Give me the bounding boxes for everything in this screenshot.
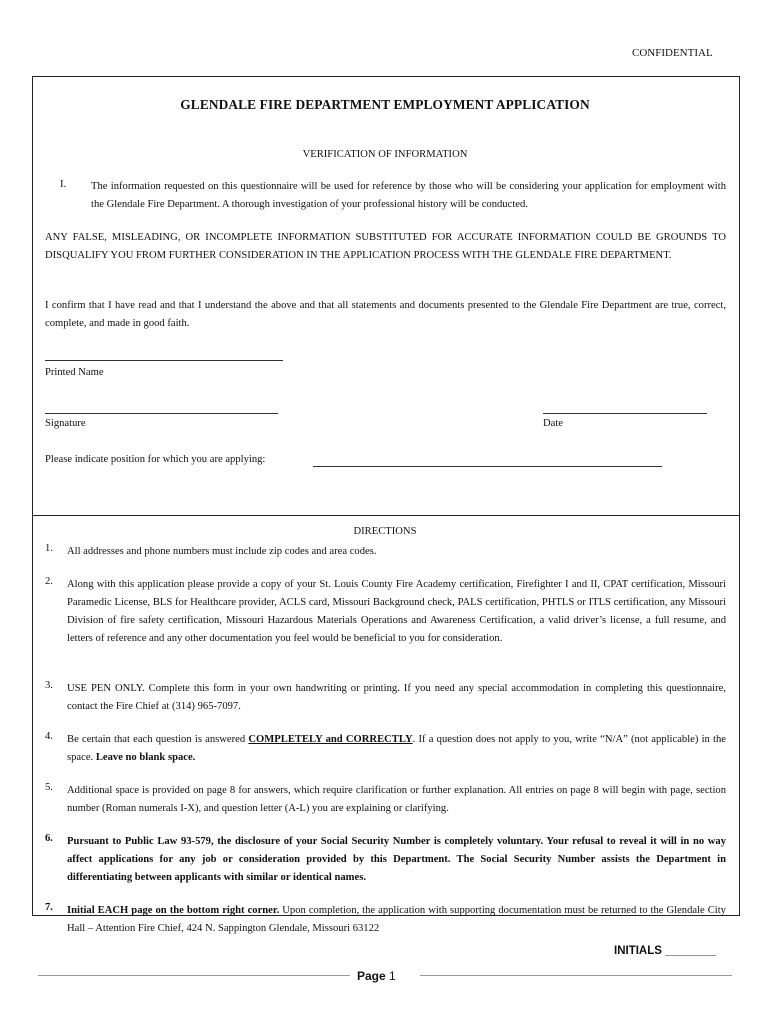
direction-7-text: Upon completion, the application with supporting documentation must be returned to the Glendale City Hall – Attention Fire Chief, 424 N. Sappington Glendale, Missouri 63122 xyxy=(67,905,726,934)
printed-name-line[interactable] xyxy=(45,360,283,361)
direction-number: 1. xyxy=(45,543,53,554)
section-number: I. xyxy=(60,179,67,190)
direction-number: 4. xyxy=(45,731,53,742)
direction-4-bold: Leave no blank space. xyxy=(95,752,196,763)
initials-field[interactable]: INITIALS ________ xyxy=(614,945,717,957)
direction-item-4 xyxy=(67,731,726,767)
footer-rule-right xyxy=(420,975,732,976)
direction-number: 6. xyxy=(45,833,53,844)
page-number xyxy=(357,969,396,983)
signature-line[interactable] xyxy=(45,413,278,414)
direction-number: 7. xyxy=(45,902,53,913)
position-line[interactable] xyxy=(313,466,662,467)
page-num: 1 xyxy=(389,969,396,983)
page-word: Page xyxy=(357,969,386,983)
signature-label: Signature xyxy=(45,418,86,429)
warning-text: ANY FALSE, MISLEADING, OR INCOMPLETE INFORMATION SUBSTITUTED FOR ACCURATE INFORMATION COULD BE GROUNDS TO DISQUALIFY YOU FROM FURTHER CONSIDERATION IN THE APPLICATION PROCESS WITH THE GLENDALE FIRE DEPARTMENT. xyxy=(45,232,726,261)
direction-7-bold: Initial EACH page on the bottom right corner. xyxy=(67,905,280,916)
direction-4-text-a: Be certain that each question is answered xyxy=(67,734,249,745)
confidential-label: CONFIDENTIAL xyxy=(632,47,713,59)
confirm-text: I confirm that I have read and that I understand the above and that all statements and documents presented to the Glendale Fire Department are true, correct, complete, and made in good faith. xyxy=(45,300,726,329)
direction-number: 3. xyxy=(45,680,53,691)
direction-number: 2. xyxy=(45,576,53,587)
direction-number: 5. xyxy=(45,782,53,793)
direction-4-emphasis: COMPLETELY and CORRECTLY xyxy=(248,734,413,745)
position-label: Please indicate position for which you are applying: xyxy=(45,454,266,465)
section-divider xyxy=(33,515,739,516)
direction-item-7 xyxy=(67,902,726,938)
direction-item-5: Additional space is provided on page 8 for answers, which require clarification or further explanation. All entries on page 8 will begin with page, section number (Roman numerals I-X), and question letter (A-L) you are explaining or clarifying. xyxy=(67,785,726,814)
direction-4-text-c: . If a question does not apply to you, write “N/A” (not applicable) in the space. xyxy=(67,734,726,763)
direction-item-1: All addresses and phone numbers must include zip codes and area codes. xyxy=(67,546,377,557)
page-title: GLENDALE FIRE DEPARTMENT EMPLOYMENT APPLICATION xyxy=(180,97,590,112)
direction-item-6: Pursuant to Public Law 93-579, the disclosure of your Social Security Number is completely voluntary. Your refusal to reveal it will in no way affect applications for any job or consideration provided by this Department. The Social Security Number assists the Department in differentiating between applicants with similar or identical names. xyxy=(67,836,726,883)
date-line[interactable] xyxy=(543,413,707,414)
verification-intro: The information requested on this questionnaire will be used for reference by those who will be considering your application for employment with the Glendale Fire Department. A thorough investigation of your professional history will be conducted. xyxy=(91,181,726,210)
direction-item-2: Along with this application please provide a copy of your St. Louis County Fire Academy certification, Firefighter I and II, CPAT certification, Missouri Paramedic License, BLS for Healthcare provider, ACLS card, Missouri Background check, PALS certification, PHTLS or ITLS certification, any Missouri Division of fire safety certification, Missouri Hazardous Materials Operations and Awareness Certification, a valid driver’s license, a full resume, and letters of reference and any other documentation you feel would be beneficial to you for consideration. xyxy=(67,579,726,644)
directions-heading: DIRECTIONS xyxy=(353,526,417,537)
verification-heading: VERIFICATION OF INFORMATION xyxy=(302,149,468,160)
printed-name-label: Printed Name xyxy=(45,367,104,378)
date-label: Date xyxy=(543,418,563,429)
direction-item-3: USE PEN ONLY. Complete this form in your own handwriting or printing. If you need any special accommodation in completing this questionnaire, contact the Fire Chief at (314) 965-7097. xyxy=(67,683,726,712)
footer-rule-left xyxy=(38,975,350,976)
